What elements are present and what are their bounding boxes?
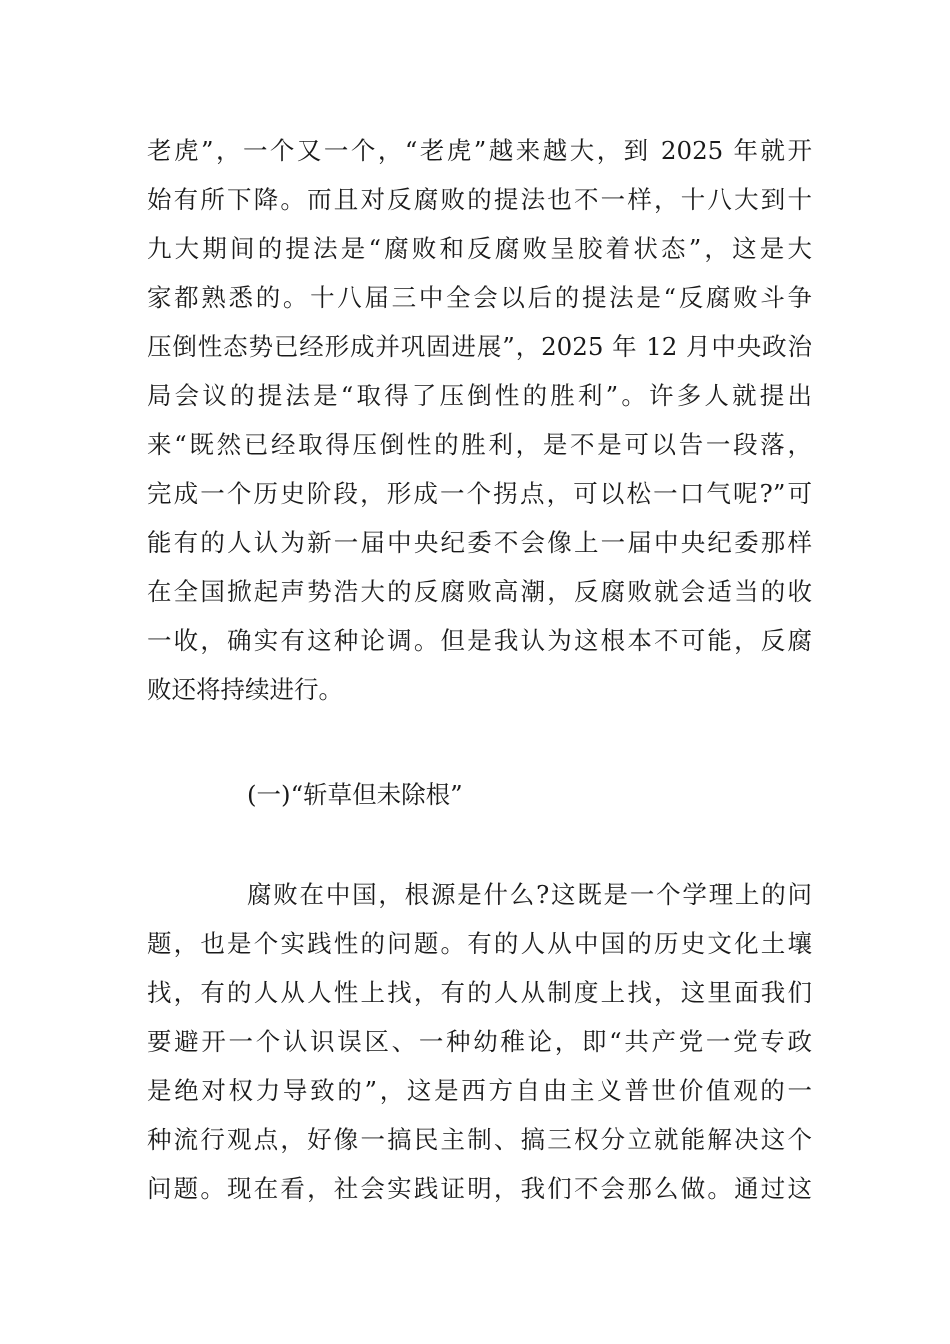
paragraph-line: 压倒性态势已经形成并巩固进展”，2025 年 12 月中央政治 (147, 332, 812, 361)
paragraph-line: 家都熟悉的。十八届三中全会以后的提法是“反腐败斗争 (147, 283, 812, 312)
paragraph-line: 能有的人认为新一届中央纪委不会像上一届中央纪委那样 (147, 528, 812, 557)
paragraph-line: 是绝对权力导致的”，这是西方自由主义普世价值观的一 (147, 1076, 812, 1105)
paragraph-line: 要避开一个认识误区、一种幼稚论，即“共产党一党专政 (147, 1027, 812, 1056)
paragraph-line: 完成一个历史阶段，形成一个拐点，可以松一口气呢?”可 (147, 479, 812, 508)
paragraph-line: 始有所下降。而且对反腐败的提法也不一样，十八大到十 (147, 185, 812, 214)
paragraph-line: 来“既然已经取得压倒性的胜利，是不是可以告一段落， (147, 430, 812, 459)
paragraph-line: 局会议的提法是“取得了压倒性的胜利”。许多人就提出 (147, 381, 812, 410)
paragraph-line: 种流行观点，好像一搞民主制、搞三权分立就能解决这个 (147, 1125, 812, 1154)
paragraph-line: 在全国掀起声势浩大的反腐败高潮，反腐败就会适当的收 (147, 577, 812, 606)
paragraph-line: 一收，确实有这种论调。但是我认为这根本不可能，反腐 (147, 626, 812, 655)
paragraph-line: 老虎”，一个又一个，“老虎”越来越大，到 2025 年就开 (147, 136, 812, 165)
section-heading: (一)“斩草但未除根” (247, 780, 463, 809)
paragraph-line: 问题。现在看，社会实践证明，我们不会那么做。通过这 (147, 1174, 812, 1203)
paragraph-line: 九大期间的提法是“腐败和反腐败呈胶着状态”，这是大 (147, 234, 812, 263)
paragraph-line: 腐败在中国，根源是什么?这既是一个学理上的问 (247, 880, 812, 909)
paragraph-line: 找，有的人从人性上找，有的人从制度上找，这里面我们 (147, 978, 812, 1007)
paragraph-line: 败还将持续进行。 (147, 675, 343, 704)
paragraph-line: 题，也是个实践性的问题。有的人从中国的历史文化土壤 (147, 929, 812, 958)
